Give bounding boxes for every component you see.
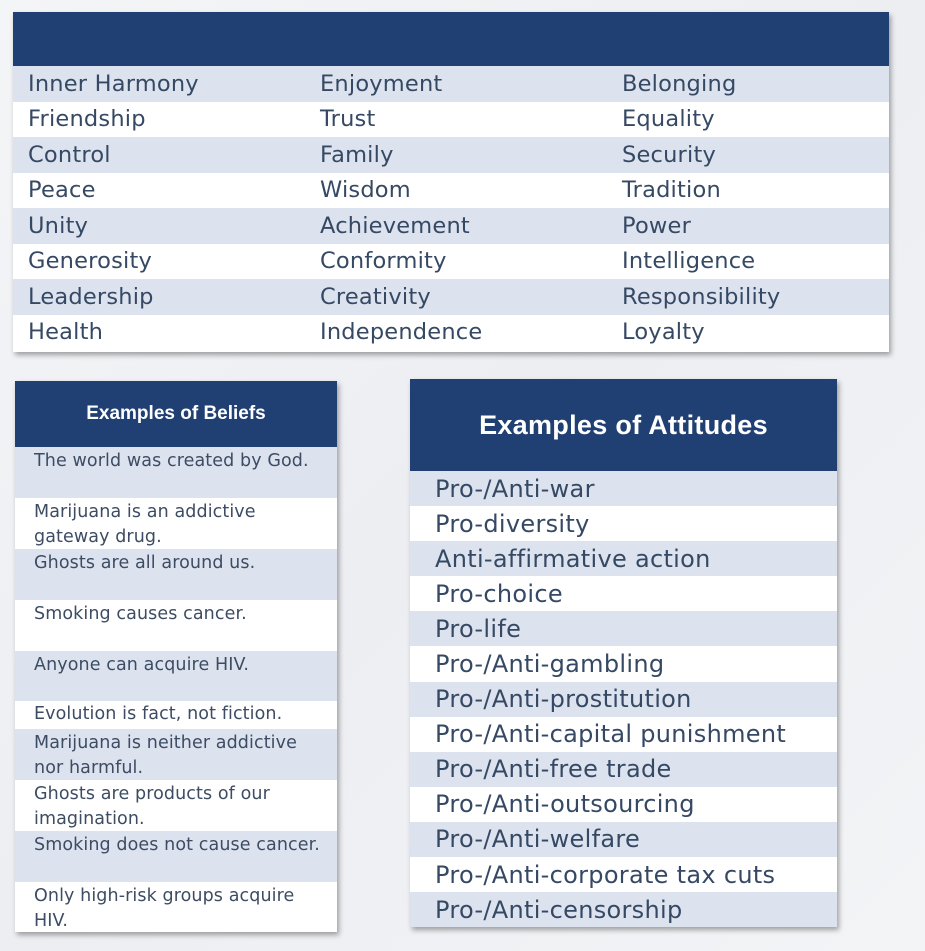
table-row [13,102,889,138]
table-cell: Intelligence [622,248,756,275]
table-cell: Family [320,141,394,168]
list-item: Anti-affirmative action [410,541,837,576]
table-cell: Wisdom [320,177,411,204]
list-item: Smoking does not cause cancer. [15,831,337,882]
beliefs-table [15,381,337,932]
list-item: Anyone can acquire HIV. [15,651,337,702]
table-cell: Friendship [28,106,146,133]
list-item: Pro-/Anti-welfare [410,822,837,857]
table-cell: Inner Harmony [28,70,199,97]
table-cell: Responsibility [622,283,781,310]
table-row [13,244,889,280]
list-item: Pro-/Anti-free trade [410,752,837,787]
table-cell: Enjoyment [320,70,443,97]
list-item: Pro-diversity [410,506,837,541]
table-row [13,66,889,102]
table-cell: Unity [28,212,89,239]
table-cell: Health [28,319,104,346]
table-row [13,208,889,244]
table-cell: Generosity [28,248,153,275]
list-item: Marijuana is neither addictive nor harmful. [15,729,337,780]
table-cell: Belonging [622,70,737,97]
attitudes-table-title: Examples of Attitudes [410,379,837,471]
list-item: Marijuana is an addictive gateway drug. [15,498,337,549]
table-cell: Power [622,212,692,239]
list-item: Pro-choice [410,576,837,611]
list-item: Pro-/Anti-gambling [410,646,837,681]
beliefs-table-title: Examples of Beliefs [15,381,337,447]
list-item: Evolution is fact, not fiction. [15,701,337,729]
table-row [13,279,889,315]
list-item: Pro-/Anti-prostitution [410,682,837,717]
table-cell: Achievement [320,212,470,239]
table-cell: Conformity [320,248,447,275]
values-table-header [13,12,889,66]
table-cell: Creativity [320,283,431,310]
table-cell: Peace [28,177,96,204]
list-item: Pro-/Anti-corporate tax cuts [410,857,837,892]
table-cell: Leadership [28,283,154,310]
table-cell: Equality [622,106,715,133]
list-item: Pro-/Anti-war [410,471,837,506]
values-table [13,12,889,352]
list-item: Pro-/Anti-censorship [410,892,837,927]
table-cell: Independence [320,319,483,346]
table-cell: Control [28,141,111,168]
attitudes-table [410,379,837,927]
list-item: Pro-/Anti-capital punishment [410,717,837,752]
table-row [13,137,889,173]
table-cell: Security [622,141,716,168]
table-row [13,315,889,351]
list-item: Ghosts are all around us. [15,549,337,600]
table-cell: Trust [320,106,376,133]
list-item: Smoking causes cancer. [15,600,337,651]
list-item: The world was created by God. [15,447,337,498]
list-item: Ghosts are products of our imagination. [15,780,337,831]
table-cell: Tradition [622,177,721,204]
table-cell: Loyalty [622,319,705,346]
list-item: Only high-risk groups acquire HIV. [15,882,337,932]
table-row [13,173,889,209]
list-item: Pro-life [410,611,837,646]
list-item: Pro-/Anti-outsourcing [410,787,837,822]
